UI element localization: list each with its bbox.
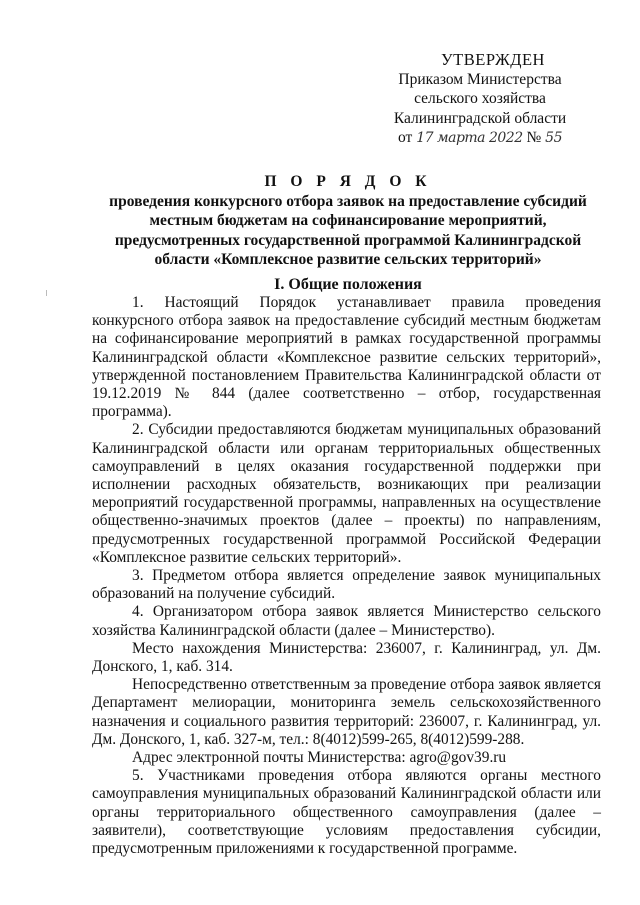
paragraph-5: 5. Участниками проведения отбора являются органы местного самоуправления муниципальных образований Калининградской области или органы территориального общественного самоуправления (далее – заявители), соответствующие условиям предоставления субсидии, предусмотренным приложениями к государственной программе. <box>92 767 601 858</box>
document-title <box>98 172 598 270</box>
margin-mark <box>46 290 47 296</box>
approval-stamp <box>380 50 580 149</box>
title-line-2: местным бюджетам на софинансирование мероприятий, <box>149 212 547 230</box>
handwritten-number: 55 <box>545 130 562 146</box>
section-heading: I. Общие положения <box>274 276 422 293</box>
paragraph-2: 2. Субсидии предоставляются бюджетам муниципальных образований Калининградской области или органам территориальных общественных самоуправлений в целях оказания государственной поддержки при исполнении расходных обязательств, возникающих при реализации мероприятий государственной программы, направленных на осуществление общественно-значимых проектов (далее – проекты) по направлениям, предусмотренных государственной программой Российской Федерации «Комплексное развитие сельских территорий». <box>92 421 601 566</box>
title-heading: П О Р Я Д О К <box>264 173 432 190</box>
paragraph-email: Адрес электронной почты Министерства: agro@gov39.ru <box>132 749 507 767</box>
paragraph-1: 1. Настоящий Порядок устанавливает правила проведения конкурсного отбора заявок на предоставление субсидий местным бюджетам на софинансирование мероприятий в рамках государственной программы Калининградской области «Комплексное развитие сельских территорий», утвержденной постановлением Правительства Калининградской области от 19.12.2019 № 844 (далее соответственно – отбор, государственная программа). <box>92 294 601 421</box>
document-body <box>92 294 601 858</box>
approval-date-line <box>380 128 580 149</box>
approval-title: УТВЕРЖДЕН <box>441 50 545 69</box>
approval-line-2: сельского хозяйства <box>414 90 546 107</box>
number-prefix: № <box>526 129 542 146</box>
title-line-1: проведения конкурсного отбора заявок на предоставление субсидий <box>109 192 587 210</box>
title-line-4: области «Комплексное развитие сельских территорий» <box>154 251 542 269</box>
paragraph-4: 4. Организатором отбора заявок является Министерство сельского хозяйства Калининградской области (далее – Министерство). <box>92 603 601 639</box>
paragraph-location: Место нахождения Министерства: 236007, г. Калининград, ул. Дм. Донского, 1, каб. 314. <box>92 639 601 676</box>
paragraph-3: 3. Предметом отбора является определение заявок муниципальных образований на получение субсидий. <box>92 567 601 603</box>
date-prefix: от <box>398 129 413 146</box>
paragraph-responsible: Непосредственно ответственным за проведение отбора заявок является Департамент мелиорации, мониторинга земель сельскохозяйственного назначения и социального развития территорий: 236007, г. Калининград, ул. Дм. Донского, 1, каб. 327-м, тел.: 8(4012)599-265, 8(4012)599-288. <box>92 676 601 748</box>
approval-line-3: Калининградской области <box>393 109 567 127</box>
title-line-3: предусмотренных государственной программой Калининградской <box>114 231 582 249</box>
handwritten-date: 17 марта 2022 <box>416 130 523 146</box>
approval-line-1: Приказом Министерства <box>398 70 562 88</box>
